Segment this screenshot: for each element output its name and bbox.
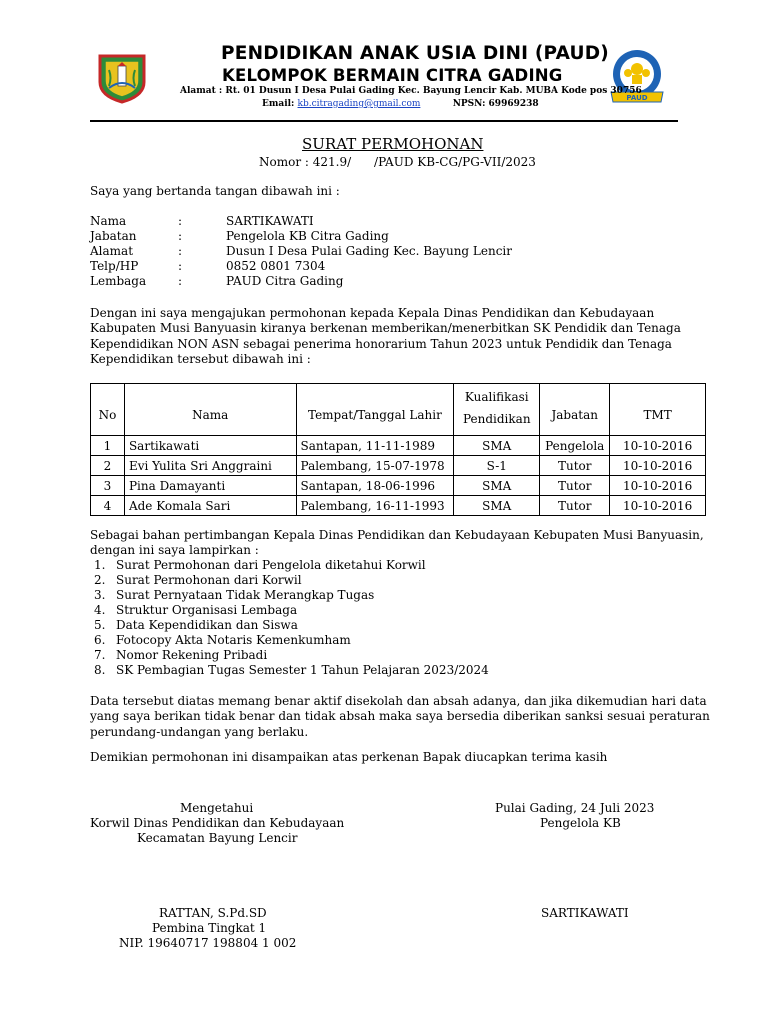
list-item: 5. Data Kependidikan dan Siswa: [94, 618, 298, 632]
paragraph-line: Kabupaten Musi Banyuasin kiranya berkenan memberikan/menerbitkan SK Pendidik dan Tenaga: [90, 321, 681, 336]
cell-tmt: 10-10-2016: [610, 496, 706, 516]
cell-no: 1: [91, 436, 125, 456]
header-kualifikasi: [454, 384, 540, 436]
list-item: 4. Struktur Organisasi Lembaga: [94, 603, 298, 617]
sign-left-title: Mengetahui: [180, 801, 254, 815]
header-kual-top: Kualifikasi: [464, 390, 529, 404]
cell-jabatan: Tutor: [540, 476, 610, 496]
paragraph-line: Data tersebut diatas memang benar aktif disekolah dan absah adanya, dan jika dikemudian hari data: [90, 694, 707, 708]
field-sep: :: [178, 214, 183, 228]
list-item: 2. Surat Permohonan dari Korwil: [94, 573, 302, 587]
list-item: 7. Nomor Rekening Pribadi: [94, 648, 268, 662]
field-value: 0852 0801 7304: [226, 259, 326, 273]
closing-thanks: Demikian permohonan ini disampaikan atas perkenan Bapak diucapkan terima kasih: [90, 750, 608, 764]
sign-left-district: Kecamatan Bayung Lencir: [137, 831, 298, 845]
sign-right-role: Pengelola KB: [540, 816, 621, 830]
field-label: Nama: [90, 214, 127, 228]
field-value: Pengelola KB Citra Gading: [226, 229, 389, 243]
svg-text:PAUD: PAUD: [626, 94, 648, 102]
cell-ttl: Palembang, 15-07-1978: [296, 456, 454, 476]
table-row: [91, 476, 706, 496]
sign-left-rank: Pembina Tingkat 1: [152, 921, 267, 935]
list-item: 6. Fotocopy Akta Notaris Kemenkumham: [94, 633, 351, 647]
header-jabatan: Jabatan: [540, 384, 610, 436]
field-row: [90, 244, 513, 259]
table-row: [91, 496, 706, 516]
npsn-text: NPSN: 69969238: [452, 99, 539, 109]
cell-jabatan: Tutor: [540, 456, 610, 476]
table-row: [91, 436, 706, 456]
cell-nama: Ade Komala Sari: [124, 496, 296, 516]
field-label: Alamat: [90, 244, 134, 258]
paragraph-line: Kependidikan tersebut dibawah ini :: [90, 351, 311, 366]
cell-pendidikan: S-1: [454, 456, 540, 476]
attachments-intro-line: Sebagai bahan pertimbangan Kepala Dinas Pendidikan dan Kebudayaan Kebupaten Musi Banyuasin,: [90, 528, 704, 542]
request-paragraph: [90, 306, 690, 367]
cell-pendidikan: SMA: [454, 476, 540, 496]
staff-table: [90, 383, 706, 516]
statement-paragraph: [90, 694, 710, 740]
attachments-list: [94, 558, 489, 678]
letter-intro: Saya yang bertanda tangan dibawah ini :: [90, 184, 340, 198]
email-link[interactable]: kb.citragading@gmail.com: [297, 99, 421, 109]
cell-ttl: Santapan, 11-11-1989: [296, 436, 454, 456]
field-value: PAUD Citra Gading: [226, 274, 344, 288]
cell-jabatan: Tutor: [540, 496, 610, 516]
field-value: Dusun I Desa Pulai Gading Kec. Bayung Lencir: [226, 244, 513, 258]
cell-tmt: 10-10-2016: [610, 436, 706, 456]
cell-pendidikan: SMA: [454, 496, 540, 516]
header-no: No: [91, 384, 125, 436]
field-row: [90, 214, 314, 229]
cell-no: 2: [91, 456, 125, 476]
paragraph-line: Dengan ini saya mengajukan permohonan kepada Kepala Dinas Pendidikan dan Kebudayaan: [90, 306, 655, 320]
field-label: Telp/HP: [90, 259, 139, 273]
paragraph-line: perundang-undangan yang berlaku.: [90, 724, 309, 739]
field-sep: :: [178, 274, 183, 288]
list-item: 3. Surat Pernyataan Tidak Merangkap Tugas: [94, 588, 375, 602]
cell-nama: Sartikawati: [124, 436, 296, 456]
field-value: SARTIKAWATI: [226, 214, 314, 228]
header-line2: KELOMPOK BERMAIN CITRA GADING: [222, 66, 563, 85]
field-sep: :: [178, 229, 183, 243]
email-label: Email:: [262, 99, 295, 109]
cell-no: 3: [91, 476, 125, 496]
header-nama: Nama: [124, 384, 296, 436]
field-sep: :: [178, 259, 183, 273]
header-divider: [90, 120, 678, 122]
header-kual-bottom: Pendidikan: [462, 412, 531, 426]
field-row: [90, 274, 344, 289]
field-row: [90, 259, 326, 274]
sign-left-office: Korwil Dinas Pendidikan dan Kebudayaan: [90, 816, 345, 830]
sign-right-place-date: Pulai Gading, 24 Juli 2023: [495, 801, 655, 815]
regional-emblem-logo: [94, 48, 150, 104]
header-contact: [262, 99, 539, 109]
paragraph-line: Kependidikan NON ASN sebagai penerima honorarium Tahun 2023 untuk Pendidik dan Tenaga: [90, 336, 672, 351]
table-row: [91, 456, 706, 476]
header-tmt: TMT: [610, 384, 706, 436]
header-address: Alamat : Rt. 01 Dusun I Desa Pulai Gading Kec. Bayung Lencir Kab. MUBA Kode pos 30756: [180, 86, 642, 96]
field-label: Jabatan: [90, 229, 137, 243]
header-line1: PENDIDIKAN ANAK USIA DINI (PAUD): [221, 43, 609, 64]
cell-ttl: Palembang, 16-11-1993: [296, 496, 454, 516]
cell-nama: Evi Yulita Sri Anggraini: [124, 456, 296, 476]
header-ttl: Tempat/Tanggal Lahir: [296, 384, 454, 436]
list-item: 8. SK Pembagian Tugas Semester 1 Tahun Pelajaran 2023/2024: [94, 663, 489, 677]
field-label: Lembaga: [90, 274, 147, 288]
cell-nama: Pina Damayanti: [124, 476, 296, 496]
list-item: 1. Surat Permohonan dari Pengelola diketahui Korwil: [94, 558, 426, 572]
field-sep: :: [178, 244, 183, 258]
cell-tmt: 10-10-2016: [610, 476, 706, 496]
cell-jabatan: Pengelola: [540, 436, 610, 456]
cell-ttl: Santapan, 18-06-1996: [296, 476, 454, 496]
paragraph-line: yang saya berikan tidak benar dan tidak absah maka saya bersedia diberikan sanksi sesuai peraturan: [90, 709, 710, 724]
cell-tmt: 10-10-2016: [610, 456, 706, 476]
cell-pendidikan: SMA: [454, 436, 540, 456]
sign-left-name: RATTAN, S.Pd.SD: [159, 906, 267, 920]
attachments-intro-line: dengan ini saya lampirkan :: [90, 543, 259, 558]
letter-number: Nomor : 421.9/ /PAUD KB-CG/PG-VII/2023: [259, 155, 536, 169]
sign-left-nip: NIP. 19640717 198804 1 002: [119, 936, 297, 950]
identity-fields: [90, 214, 513, 289]
sign-right-name: SARTIKAWATI: [541, 906, 629, 920]
cell-no: 4: [91, 496, 125, 516]
letter-title: SURAT PERMOHONAN: [302, 135, 484, 153]
attachments-intro: [90, 528, 704, 559]
table-header-row: [91, 384, 706, 436]
field-row: [90, 229, 389, 244]
